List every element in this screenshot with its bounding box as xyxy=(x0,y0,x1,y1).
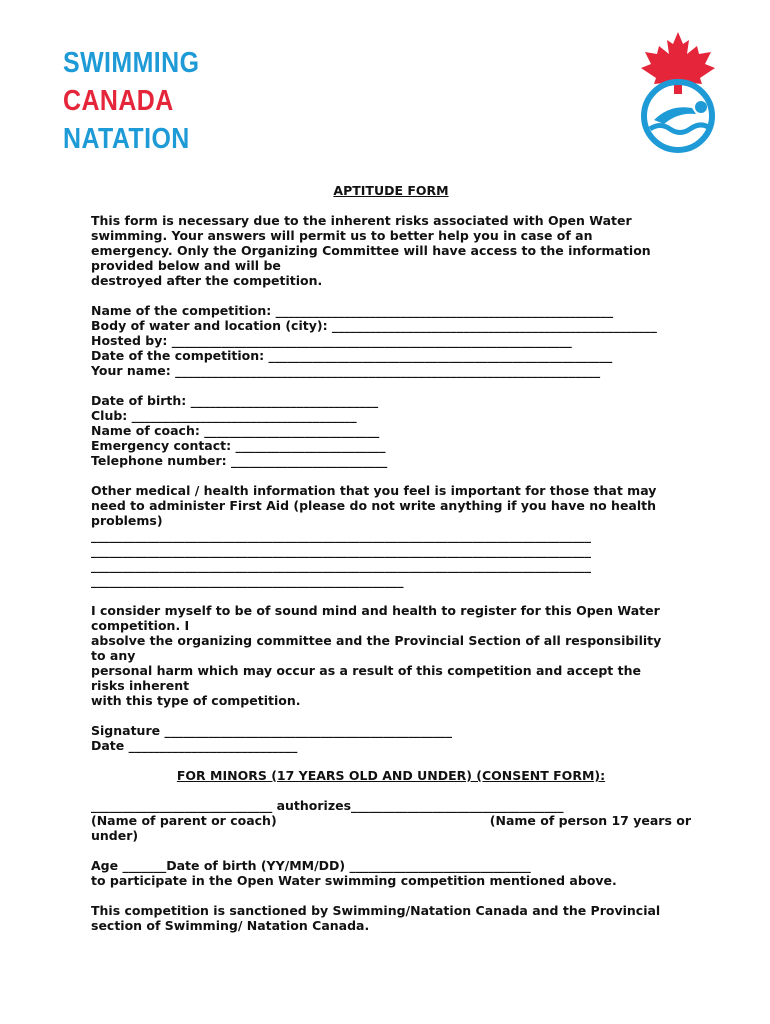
competition-date-field[interactable]: Date of the competition: _______________________________________________________ xyxy=(91,348,613,363)
consent-line: with this type of competition. xyxy=(91,693,301,708)
consent-line: absolve the organizing committee and the Provincial Section of all responsibility xyxy=(91,633,662,648)
consent-line: personal harm which may occur as a result of this competition and accept the xyxy=(91,663,641,678)
medical-info-field[interactable]: ________________________________________________________________________________ xyxy=(91,543,591,558)
intro-line: destroyed after the competition. xyxy=(91,273,323,288)
intro-line: emergency. Only the Organizing Committee will have access to the information xyxy=(91,243,651,258)
club-field[interactable]: Club: ____________________________________ xyxy=(91,408,357,423)
medical-prompt-line: Other medical / health information that you feel is important for those that may xyxy=(91,483,657,498)
authorization-field[interactable]: _____________________________ authorizes__________________________________ xyxy=(91,798,564,813)
logo-wordmark xyxy=(63,44,199,158)
under-label: under) xyxy=(91,828,139,843)
hosted-by-field[interactable]: Hosted by: ________________________________________________________________ xyxy=(91,333,572,348)
minors-heading: FOR MINORS (17 YEARS OLD AND UNDER) (CONSENT FORM): xyxy=(176,768,606,783)
medical-info-field[interactable]: ________________________________________________________________________________ xyxy=(91,528,591,543)
intro-line: provided below and will be xyxy=(91,258,281,273)
your-name-field[interactable]: Your name: ____________________________________________________________________ xyxy=(91,363,601,378)
age-birth-field[interactable]: Age _______Date of birth (YY/MM/DD) _____________________________ xyxy=(91,858,531,873)
consent-line: risks inherent xyxy=(91,678,190,693)
coach-name-field[interactable]: Name of coach: ____________________________ xyxy=(91,423,380,438)
aptitude-form xyxy=(91,183,691,933)
consent-line: I consider myself to be of sound mind and health to register for this Open Water xyxy=(91,603,660,618)
medical-prompt-line: need to administer First Aid (please do not write anything if you have no health xyxy=(91,498,657,513)
parent-label: (Name of parent or coach) xyxy=(91,813,277,828)
body-of-water-field[interactable]: Body of water and location (city): ____________________________________________________ xyxy=(91,318,657,333)
logo-line-swimming: SWIMMING xyxy=(63,47,200,79)
sanction-line: section of Swimming/ Natation Canada. xyxy=(91,918,370,933)
form-title: APTITUDE FORM xyxy=(333,183,449,198)
intro-line: This form is necessary due to the inherent risks associated with Open Water xyxy=(91,213,632,228)
emergency-contact-field[interactable]: Emergency contact: ________________________ xyxy=(91,438,386,453)
consent-line: competition. I xyxy=(91,618,190,633)
telephone-field[interactable]: Telephone number: _________________________ xyxy=(91,453,388,468)
competition-name-field[interactable]: Name of the competition: ______________________________________________________ xyxy=(91,303,614,318)
medical-info-field[interactable]: __________________________________________________ xyxy=(91,573,404,588)
authorization-labels xyxy=(91,813,691,828)
signature-date-field[interactable]: Date ___________________________ xyxy=(91,738,298,753)
medical-prompt-line: problems) xyxy=(91,513,163,528)
sanction-line: This competition is sanctioned by Swimming/Natation Canada and the Provincial xyxy=(91,903,661,918)
medical-info-field[interactable]: ________________________________________________________________________________ xyxy=(91,558,591,573)
date-of-birth-field[interactable]: Date of birth: ______________________________ xyxy=(91,393,379,408)
intro-line: swimming. Your answers will permit us to better help you in case of an xyxy=(91,228,593,243)
logo-line-natation: NATATION xyxy=(63,123,190,155)
participate-line: to participate in the Open Water swimming competition mentioned above. xyxy=(91,873,617,888)
signature-field[interactable]: Signature ______________________________________________ xyxy=(91,723,452,738)
logo-line-canada: CANADA xyxy=(63,85,174,117)
consent-line: to any xyxy=(91,648,136,663)
person-label: (Name of person 17 years or xyxy=(489,813,691,828)
maple-leaf-swimmer-icon xyxy=(636,32,720,160)
swimmer-icon xyxy=(654,107,696,124)
